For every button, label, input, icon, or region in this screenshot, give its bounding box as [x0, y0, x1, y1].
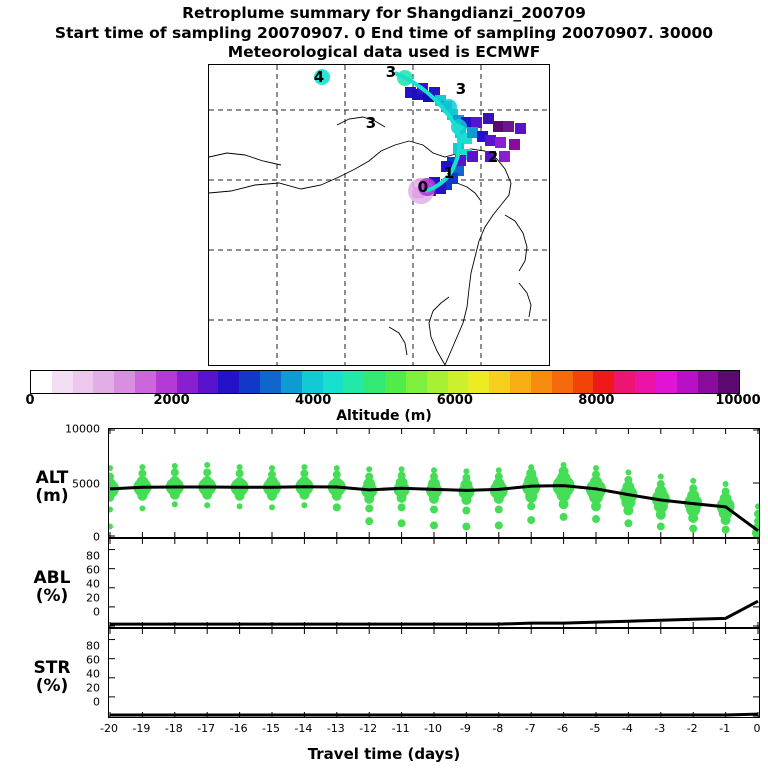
abl-ytick-60: 60	[86, 563, 100, 577]
colorbar-segment	[573, 371, 594, 393]
x-tick-label: -18	[164, 722, 183, 735]
colorbar-segment	[52, 371, 73, 393]
x-tick-label: -12	[359, 722, 378, 735]
x-tick-label: -7	[524, 722, 536, 735]
colorbar-segment	[531, 371, 552, 393]
x-tick-label: -13	[326, 722, 345, 735]
colorbar-tick-label: 10000	[715, 393, 761, 408]
alt-scatter-point	[300, 469, 308, 477]
str-label-line1: STR	[33, 658, 71, 678]
map-label-0: 0	[417, 178, 429, 196]
abl-chart-svg	[109, 539, 759, 627]
alt-scatter-point	[527, 502, 535, 510]
alt-ytick-10000: 10000	[65, 422, 100, 436]
alt-label-line2: (m)	[35, 485, 69, 506]
alt-scatter-point	[462, 507, 470, 515]
colorbar-segment	[323, 371, 344, 393]
alt-scatter-point	[528, 464, 534, 470]
alt-scatter-point	[657, 522, 665, 530]
alt-scatter-point	[109, 507, 113, 513]
alt-scatter-point	[592, 515, 600, 523]
x-tick-label: -15	[262, 722, 280, 735]
colorbar-segment	[677, 371, 698, 393]
alt-scatter-point	[334, 465, 340, 471]
colorbar-segment	[468, 371, 489, 393]
map-label-3b: 3	[365, 114, 377, 132]
alt-ytick-0: 0	[93, 530, 100, 544]
abl-ytick-20: 20	[86, 591, 100, 605]
retroplume-map[interactable]	[208, 64, 550, 366]
alt-label-line1: ALT	[35, 468, 69, 488]
alt-scatter-point	[109, 465, 113, 471]
x-tick-label: -11	[391, 722, 410, 735]
abl-ytick-0: 0	[93, 605, 100, 619]
colorbar-segment	[635, 371, 656, 393]
x-axis-title: Travel time (days)	[307, 745, 461, 763]
x-tick-label: -4	[621, 722, 633, 735]
colorbar-segment	[260, 371, 281, 393]
alt-scatter-point	[365, 473, 373, 481]
colorbar-segment	[614, 371, 635, 393]
alt-scatter-point	[624, 519, 632, 527]
x-tick-label: -2	[686, 722, 698, 735]
alt-scatter-point	[624, 476, 632, 484]
alt-scatter-point	[592, 471, 600, 479]
str-ytick-80: 80	[86, 639, 100, 653]
str-panel[interactable]	[108, 628, 760, 718]
str-line	[110, 714, 758, 715]
alt-scatter-point	[138, 469, 146, 477]
alt-scatter-point	[430, 473, 438, 481]
colorbar-tick-label: 8000	[578, 393, 615, 408]
x-tick-label: -3	[654, 722, 666, 735]
alt-scatter-point	[658, 474, 664, 480]
alt-scatter-point	[593, 465, 599, 471]
colorbar-segment	[177, 371, 198, 393]
alt-scatter-point	[689, 484, 697, 492]
colorbar-segment	[114, 371, 135, 393]
sampling-times: Start time of sampling 20070907. 0 End time of sampling 20070907. 30000	[54, 24, 714, 42]
abl-ytick-40: 40	[86, 577, 100, 591]
alt-scatter-point	[430, 521, 438, 529]
colorbar-segment	[489, 371, 510, 393]
colorbar-tick-label: 0	[25, 393, 35, 408]
alt-scatter-point	[172, 501, 178, 507]
alt-scatter-point	[204, 502, 210, 508]
alt-scatter-point	[495, 521, 503, 529]
map-graticule	[209, 65, 549, 365]
map-label-2: 2	[487, 148, 499, 166]
colorbar-segment	[93, 371, 114, 393]
str-chart-svg	[109, 629, 759, 717]
alt-scatter-point	[365, 517, 373, 525]
alt-scatter-point	[333, 503, 341, 511]
page-title: Retroplume summary for Shangdianzi_200709	[182, 4, 586, 22]
x-tick-label: -14	[294, 722, 313, 735]
alt-scatter-point	[431, 467, 437, 473]
alt-scatter-point	[301, 502, 307, 508]
alt-panel[interactable]	[108, 428, 760, 538]
map-coastlines	[209, 117, 531, 365]
alt-scatter-point	[690, 478, 696, 484]
colorbar-segment	[343, 371, 364, 393]
colorbar-segment	[135, 371, 156, 393]
alt-scatter-point	[202, 476, 212, 486]
x-tick-label: -9	[459, 722, 471, 735]
colorbar-segment	[302, 371, 323, 393]
alt-scatter-point	[462, 474, 470, 482]
colorbar-title: Altitude (m)	[336, 408, 432, 424]
x-tick-label: -8	[492, 722, 504, 735]
alt-scatter-point	[495, 506, 503, 514]
colorbar-segment	[698, 371, 719, 393]
alt-scatter-point	[463, 468, 469, 474]
x-tick-label: -17	[197, 722, 216, 735]
alt-scatter-point	[723, 481, 729, 487]
alt-scatter-point	[430, 506, 438, 514]
alt-scatter-point	[722, 526, 730, 534]
x-tick-label: -5	[589, 722, 601, 735]
alt-scatter-point	[237, 464, 243, 470]
alt-scatter-point	[269, 465, 275, 471]
header-block	[0, 0, 768, 61]
alt-scatter-point	[204, 462, 210, 468]
colorbar-segment	[510, 371, 531, 393]
x-tick-label: -6	[557, 722, 569, 735]
str-ytick-20: 20	[86, 681, 100, 695]
map-svg	[209, 65, 549, 365]
x-tick-label: 0	[753, 722, 761, 735]
alt-scatter-point	[301, 464, 307, 470]
alt-scatter-point	[237, 503, 243, 509]
colorbar-segment	[427, 371, 448, 393]
colorbar-segment	[448, 371, 469, 393]
alt-scatter-point	[269, 504, 275, 510]
alt-scatter-point	[754, 510, 759, 518]
alt-scatter-point	[235, 477, 245, 487]
alt-scatter-point	[561, 462, 567, 468]
colorbar-segment	[281, 371, 302, 393]
alt-scatter-point	[203, 468, 211, 476]
colorbar-tick-label: 4000	[295, 393, 332, 408]
alt-scatter-point	[236, 469, 244, 477]
colorbar-tick-label: 6000	[436, 393, 473, 408]
alt-scatter-point	[755, 503, 759, 509]
colorbar-segment	[198, 371, 219, 393]
alt-scatter-point	[399, 466, 405, 472]
x-tick-label: -1	[719, 722, 731, 735]
alt-scatter-point	[462, 522, 470, 530]
abl-label-line2: (%)	[35, 585, 69, 606]
str-ytick-40: 40	[86, 667, 100, 681]
alt-scatter-point	[171, 468, 179, 476]
colorbar-segment	[552, 371, 573, 393]
met-data-note: Meteorological data used is ECMWF	[227, 43, 541, 61]
alt-ytick-5000: 5000	[72, 477, 100, 491]
abl-ytick-80: 80	[86, 549, 100, 563]
colorbar-segment	[406, 371, 427, 393]
altitude-colorbar	[30, 370, 740, 394]
alt-scatter-point	[170, 476, 180, 486]
alt-scatter-point	[333, 471, 341, 479]
str-label-line2: (%)	[35, 675, 69, 696]
x-tick-label: -10	[424, 722, 442, 735]
alt-scatter-point	[398, 472, 406, 480]
alt-scatter-point	[689, 525, 697, 533]
alt-scatter-point	[172, 463, 178, 469]
alt-scatter-point	[139, 464, 145, 470]
alt-scatter-point	[625, 469, 631, 475]
map-label-4: 4	[313, 68, 325, 86]
str-ytick-0: 0	[93, 695, 100, 709]
alt-scatter-point	[495, 473, 503, 481]
alt-scatter-point	[722, 487, 730, 495]
colorbar-segment	[239, 371, 260, 393]
colorbar-segment	[593, 371, 614, 393]
alt-scatter-point	[398, 519, 406, 527]
abl-label-line1: ABL	[33, 568, 71, 588]
colorbar-segment	[218, 371, 239, 393]
alt-scatter-point	[560, 513, 568, 521]
map-label-3c: 3	[455, 80, 467, 98]
colorbar-ticks	[25, 393, 761, 409]
alt-scatter-point	[366, 466, 372, 472]
map-label-1: 1	[443, 164, 455, 182]
alt-scatter-point	[657, 480, 665, 488]
alt-scatter-point	[109, 523, 113, 529]
x-tick-label: -19	[132, 722, 151, 735]
colorbar-segment	[364, 371, 385, 393]
x-tick-label: -16	[229, 722, 248, 735]
alt-scatter-point	[139, 505, 145, 511]
colorbar-segment	[31, 371, 52, 393]
colorbar-segment	[73, 371, 94, 393]
colorbar-segment	[656, 371, 677, 393]
colorbar-segment	[718, 371, 739, 393]
colorbar-tick-label: 2000	[153, 393, 190, 408]
alt-scatter-point	[268, 471, 276, 479]
x-tick-label: -20	[100, 722, 118, 735]
abl-panel[interactable]	[108, 538, 760, 628]
colorbar-segment	[385, 371, 406, 393]
abl-line	[110, 601, 758, 624]
alt-scatter-point	[527, 516, 535, 524]
colorbar-segment	[156, 371, 177, 393]
alt-scatter-point	[496, 467, 502, 473]
map-label-3a: 3	[385, 64, 397, 81]
alt-chart-svg	[109, 429, 759, 537]
str-ytick-60: 60	[86, 653, 100, 667]
alt-scatter-point	[398, 503, 406, 511]
alt-scatter-point	[365, 504, 373, 512]
